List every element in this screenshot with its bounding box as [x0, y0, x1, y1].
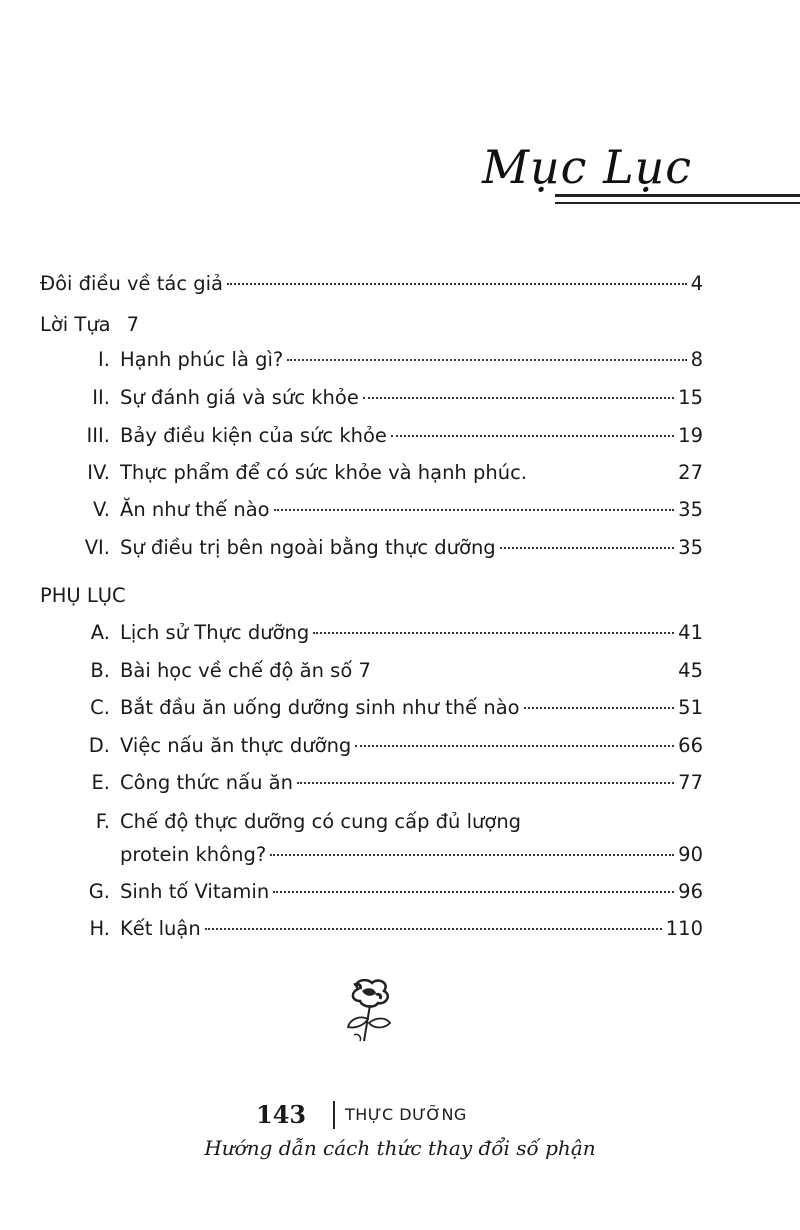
toc-entry-number: C. [90, 696, 110, 719]
dot-leader [274, 509, 675, 511]
dot-leader [205, 928, 662, 930]
dot-leader [273, 891, 674, 893]
title-rule-thick [555, 194, 800, 197]
toc-entry-number: G. [88, 880, 110, 903]
toc-entry-number: VI. [84, 536, 110, 559]
toc-entry-appendix[interactable] [74, 734, 703, 758]
toc-entry-label: Sự điều trị bên ngoài bằng thực dưỡng [120, 536, 496, 559]
toc-entry-appendix-continuation[interactable] [74, 843, 703, 867]
toc-entry-page: 110 [665, 917, 703, 940]
toc-entry-page: 45 [678, 659, 703, 682]
toc-entry-page: 66 [678, 734, 703, 757]
dot-leader [355, 745, 674, 747]
toc-entry-appendix[interactable] [74, 696, 703, 720]
toc-entry-number: I. [98, 348, 110, 371]
toc-entry-page: 51 [678, 696, 703, 719]
toc-entry-label: Hạnh phúc là gì? [120, 348, 284, 371]
toc-entry-page: 96 [678, 880, 703, 903]
footer-divider [333, 1101, 335, 1129]
toc-entry-chapter[interactable] [74, 498, 703, 522]
toc-entry-label: Kết luận [120, 917, 201, 940]
toc-entry-label: Chế độ thực dưỡng có cung cấp đủ lượng [120, 810, 522, 833]
toc-entry-page: 35 [678, 536, 703, 559]
toc-entry-label: Lời Tựa [40, 313, 111, 336]
toc-entry-label: Bài học về chế độ ăn số 7 [120, 659, 371, 682]
toc-entry-number: V. [92, 498, 110, 521]
toc-entry-number: B. [90, 659, 110, 682]
page-title: Mục Lục [481, 140, 692, 194]
dot-leader [270, 854, 674, 856]
toc-entry-number: H. [89, 917, 110, 940]
appendix-title: PHỤ LỤC [40, 584, 126, 607]
toc-entry-page: 19 [678, 424, 703, 447]
toc-entry-chapter[interactable] [74, 424, 703, 448]
toc-entry-number: IV. [87, 461, 110, 484]
toc-entry-label: Sự đánh giá và sức khỏe [120, 386, 359, 409]
toc-entry-label: Đôi điều về tác giả [40, 272, 224, 295]
toc-entry-number: D. [88, 734, 110, 757]
toc-entry-label: Ăn như thế nào [120, 498, 270, 521]
toc-entry-page: 7 [126, 313, 140, 336]
toc-entry-label: Bắt đầu ăn uống dưỡng sinh như thế nào [120, 696, 520, 719]
toc-entry-page: 35 [678, 498, 703, 521]
rose-ornament-icon [340, 975, 400, 1059]
running-header-brand: THỰC DƯỠNG [345, 1105, 467, 1124]
toc-entry-page: 4 [690, 272, 703, 295]
toc-entry-label: protein không? [120, 843, 267, 866]
toc-entry-chapter[interactable] [74, 348, 703, 372]
toc-entry-label: Sinh tố Vitamin [120, 880, 270, 903]
appendix-heading [40, 584, 126, 608]
dot-leader [391, 435, 674, 437]
toc-entry-number: F. [95, 810, 110, 833]
toc-entry-label: Việc nấu ăn thực dưỡng [120, 734, 352, 757]
page-number: 143 [256, 1100, 307, 1129]
title-rule-thin [555, 202, 800, 204]
toc-entry-label: Lịch sử Thực dưỡng [120, 621, 310, 644]
dot-leader [531, 472, 674, 474]
dot-leader [287, 359, 686, 361]
dot-leader [524, 707, 675, 709]
toc-entry-page: 90 [678, 843, 703, 866]
toc-entry-page: 77 [678, 771, 703, 794]
toc-entry-appendix[interactable] [74, 771, 703, 795]
toc-entry-number: II. [92, 386, 110, 409]
toc-entry-page: 27 [678, 461, 703, 484]
dot-leader [297, 782, 674, 784]
dot-leader [375, 670, 674, 672]
toc-entry-appendix[interactable] [74, 880, 703, 904]
toc-entry-chapter[interactable] [74, 386, 703, 410]
toc-entry-label: Thực phẩm để có sức khỏe và hạnh phúc. [120, 461, 527, 484]
toc-entry-number: E. [91, 771, 110, 794]
toc-entry-intro[interactable] [40, 272, 703, 296]
dot-leader [227, 283, 687, 285]
toc-entry-label: Bảy điều kiện của sức khỏe [120, 424, 387, 447]
toc-entry-appendix[interactable] [74, 621, 703, 645]
toc-entry-chapter[interactable] [74, 461, 703, 485]
toc-entry-chapter[interactable] [74, 536, 703, 560]
running-header-subtitle: Hướng dẫn cách thức thay đổi số phận [204, 1136, 596, 1160]
toc-entry-preface[interactable] [40, 313, 139, 337]
toc-entry-number: A. [90, 621, 110, 644]
toc-entry-label: Công thức nấu ăn [120, 771, 293, 794]
toc-entry-page: 15 [678, 386, 703, 409]
toc-entry-number: III. [86, 424, 110, 447]
toc-entry-appendix[interactable] [74, 810, 703, 834]
dot-leader [313, 632, 674, 634]
dot-leader [500, 547, 674, 549]
toc-entry-appendix[interactable] [74, 659, 703, 683]
toc-entry-appendix[interactable] [74, 917, 703, 941]
dot-leader [363, 397, 674, 399]
toc-entry-page: 41 [678, 621, 703, 644]
toc-entry-page: 8 [690, 348, 703, 371]
